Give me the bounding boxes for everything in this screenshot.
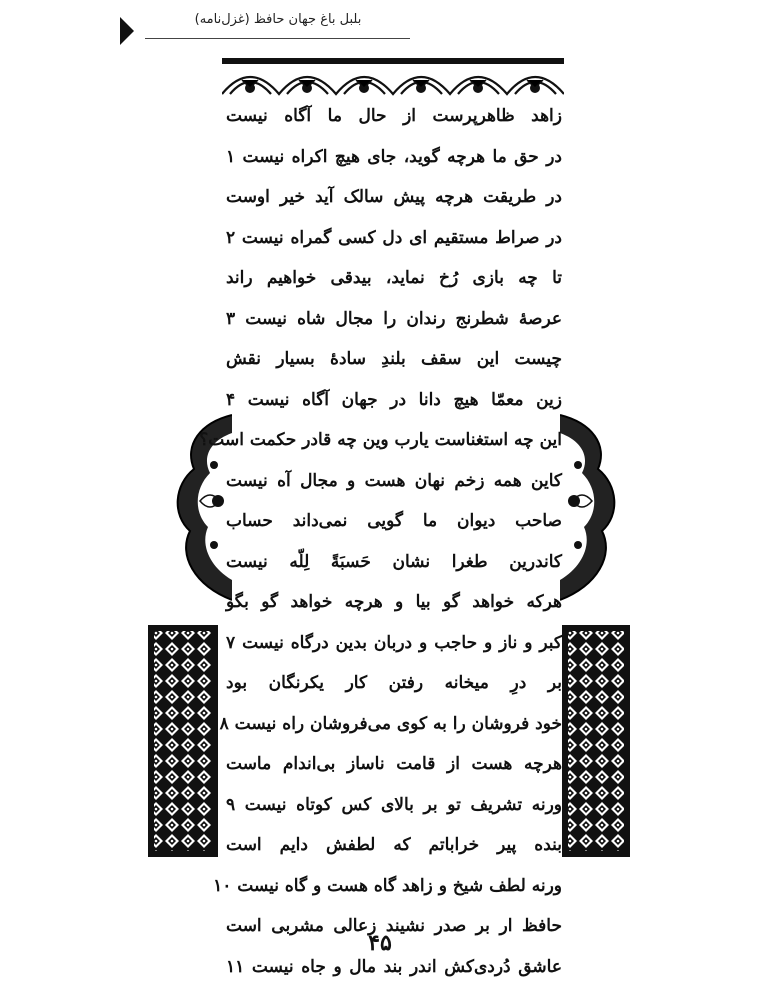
verse-line: زین معمّا هیچ دانا در جهان آگاه نیست ۴ xyxy=(226,389,562,410)
verse-line: عاشق دُردی‌کش اندر بند مال و جاه نیست ۱۱ xyxy=(226,956,562,977)
verse-line: در حق ما هرچه گوید، جای هیچ اکراه نیست ۱ xyxy=(226,146,562,167)
lattice-panel-left xyxy=(148,625,218,857)
verse-line: کبر و ناز و حاجب و دربان بدین درگاه نیست ۷ xyxy=(226,632,562,653)
verse-line: چیست این سقف بلندِ سادهٔ بسیار نقش xyxy=(226,349,562,369)
verse-line: در طریقت هرچه پیش سالک آید خیر اوست xyxy=(226,187,562,207)
arabesque-ornament-right xyxy=(560,405,622,610)
header-rule xyxy=(145,38,410,39)
verse-line: کاین همه زخم نهان هست و مجال آه نیست xyxy=(226,470,562,491)
verse-line: این چه استغناست یارب وین چه قادر حکمت است؟ xyxy=(199,430,562,450)
verse-line: در صراط مستقیم ای دل کسی گمراه نیست ۲ xyxy=(226,227,562,248)
verse-line: صاحب دیوان ما گویی نمی‌داند حساب xyxy=(226,511,562,531)
verse-line: هرکه خواهد گو بیا و هرچه خواهد گو بگو xyxy=(226,592,562,612)
page-number: ۴۵ xyxy=(368,930,392,956)
verse-line: ورنه لطف شیخ و زاهد گاه هست و گاه نیست ۱۰ xyxy=(213,875,562,896)
verse-line: عرصهٔ شطرنج رندان را مجال شاه نیست ۳ xyxy=(226,308,562,329)
verse-line: حافظ ار بر صدر نشیند زعالی مشربی است xyxy=(226,916,562,936)
verse-line: بنده پیر خراباتم که لطفش دایم است xyxy=(226,835,562,855)
poem-body xyxy=(199,96,562,987)
scalloped-ornament-band xyxy=(222,58,564,96)
running-header: بلبل باغ جهان حافظ (غزل‌نامه) xyxy=(194,12,362,27)
verse-line: هرچه هست از قامت ناساز بی‌اندام ماست xyxy=(226,754,562,774)
lattice-panel-right xyxy=(562,625,630,857)
verse-line: کاندرین طغرا نشان حَسبَةً لِلّه نیست xyxy=(226,551,562,572)
triangle-right-icon xyxy=(120,17,134,45)
verse-line: خود فروشان را به کوی می‌فروشان راه نیست ۸ xyxy=(219,713,562,734)
verse-line: بر درِ میخانه رفتن کار یکرنگان بود xyxy=(226,673,562,693)
verse-line: زاهد ظاهرپرست از حال ما آگاه نیست xyxy=(226,106,562,126)
verse-line: تا چه بازی رُخ نماید، بیدقی خواهیم راند xyxy=(226,268,562,288)
verse-line: ورنه تشریف تو بر بالای کس کوتاه نیست ۹ xyxy=(226,794,562,815)
